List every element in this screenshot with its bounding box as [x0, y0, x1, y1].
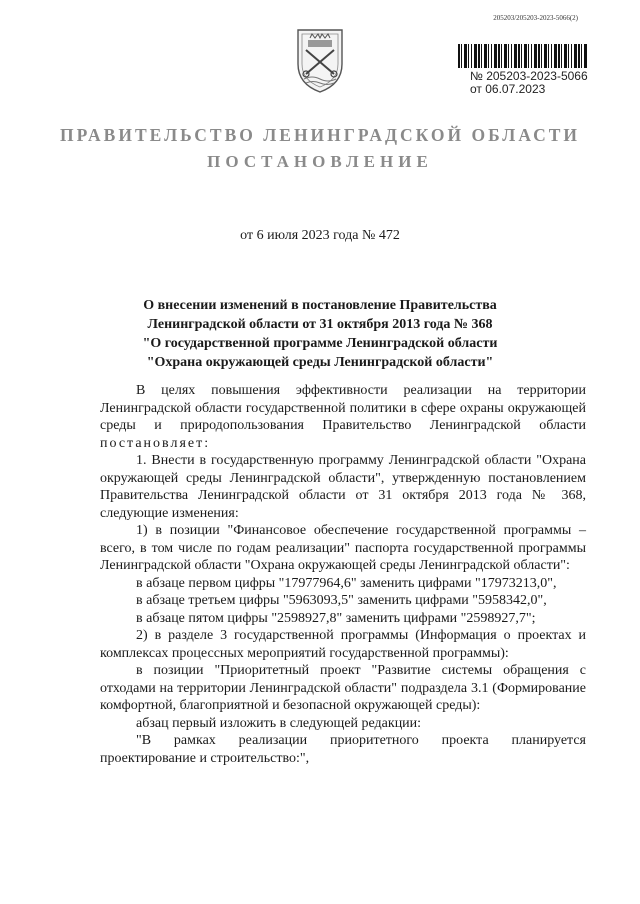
body-paragraph: 1) в позиции "Финансовое обеспечение государственной программы – всего, в том числе по годам реализации" паспорта государственной программы Ленинградской области "Охрана окружающей среды Ленинградской области": — [100, 523, 586, 573]
subject-line: Ленинградской области от 31 октября 2013 года № 368 — [147, 317, 493, 332]
body-paragraph: в абзаце первом цифры "17977964,6" заменить цифрами "17973213,0", — [136, 575, 557, 591]
registration-block — [470, 70, 588, 96]
decree-body — [100, 382, 586, 767]
body-paragraph: абзац первый изложить в следующей редакции: — [136, 715, 422, 731]
body-paragraph: в абзаце третьем цифры "5963093,5" заменить цифрами "5958342,0", — [136, 593, 547, 608]
subject-line: "Охрана окружающей среды Ленинградской области" — [146, 355, 494, 370]
intro-text: В целях повышения эффективности реализации на территории Ленинградской области государственной политики в сфере охраны окружающей среды и природопользования Правительство Ленинградской области — [100, 383, 586, 433]
registration-number: № 205203-2023-5066 — [470, 69, 588, 83]
body-paragraph: в позиции "Приоритетный проект "Развитие системы обращения с отходами на территории Ленинградской области" подраздела 3.1 (Формирование комфортной, благоприятной и безопасной окружающей среды): — [100, 663, 586, 713]
body-paragraph: 1. Внести в государственную программу Ленинградской области "Охрана окружающей среды Ленинградской области", утвержденную постановлением Правительства Ленинградской области от 31 октября 2013 года № 368, следующие изменения: — [100, 453, 586, 521]
document-type-title: ПОСТАНОВЛЕНИЕ — [207, 152, 433, 171]
page-identifier: 205203/205203-2023-5066(2) — [493, 14, 578, 22]
subject-line: О внесении изменений в постановление Правительства — [143, 298, 497, 313]
coat-of-arms-emblem — [290, 24, 350, 96]
subject-line: "О государственной программе Ленинградской области — [142, 336, 498, 351]
intro-paragraph — [100, 382, 586, 452]
resolution-word: постановляет — [100, 435, 205, 451]
body-paragraph: 2) в разделе 3 государственной программы (Информация о проектах и комплексах процессных мероприятий государственной программы): — [100, 628, 586, 661]
decree-date-number: от 6 июля 2023 года № 472 — [240, 228, 400, 243]
intro-end: : — [204, 435, 209, 451]
body-paragraph: "В рамках реализации приоритетного проекта планируется проектирование и строительство:", — [100, 733, 586, 766]
decree-subject — [0, 296, 640, 372]
government-title: ПРАВИТЕЛЬСТВО ЛЕНИНГРАДСКОЙ ОБЛАСТИ — [59, 125, 581, 145]
registration-date: от 06.07.2023 — [470, 82, 546, 96]
body-paragraph: в абзаце пятом цифры "2598927,8" заменить цифрами "2598927,7"; — [136, 610, 536, 626]
barcode — [458, 44, 588, 68]
